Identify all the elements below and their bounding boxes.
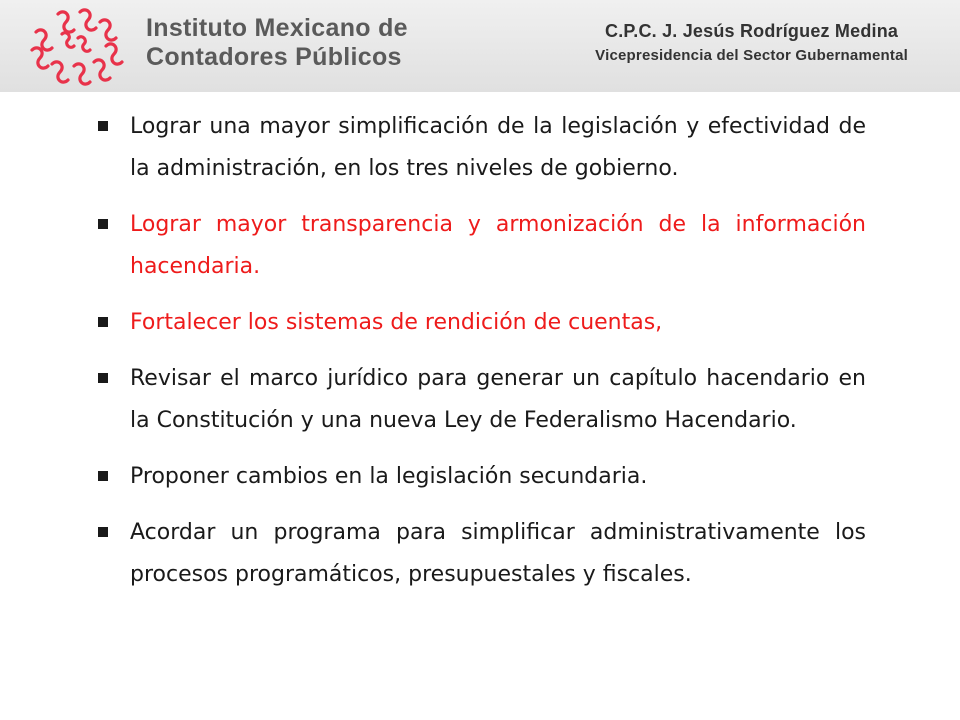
square-bullet-icon [98,121,108,131]
organization-name-line1: Instituto Mexicano de [146,14,408,42]
bullet-item [96,302,866,344]
bullet-item [96,456,866,498]
square-bullet-icon [98,527,108,537]
presenter-block [595,18,908,68]
bullet-list [96,106,866,610]
organization-name-line2: Contadores Públicos [146,42,402,71]
bullet-text: Lograr mayor transparencia y armonización de la información hacendaria. [130,212,866,279]
bullet-text: Lograr una mayor simplificación de la legislación y efectividad de la administración, en los tres niveles de gobierno. [130,114,866,181]
square-bullet-icon [98,373,108,383]
bullet-item [96,358,866,442]
presenter-name: C.P.C. J. Jesús Rodríguez Medina [605,21,899,41]
bullet-text: Proponer cambios en la legislación secundaria. [130,464,648,489]
bullet-text: Revisar el marco jurídico para generar un capítulo hacendario en la Constitución y una nueva Ley de Federalismo Hacendario. [130,366,866,433]
bullet-text: Fortalecer los sistemas de rendición de cuentas, [130,310,663,335]
organization-name [146,14,408,72]
bullet-item [96,512,866,596]
presenter-title: Vicepresidencia del Sector Gubernamental [595,47,908,64]
square-bullet-icon [98,471,108,481]
bullet-item [96,204,866,288]
square-bullet-icon [98,219,108,229]
header-banner [0,0,960,92]
bullet-item [96,106,866,190]
square-bullet-icon [98,317,108,327]
bullet-text: Acordar un programa para simplificar administrativamente los procesos programáticos, presupuestales y fiscales. [130,520,866,587]
imcp-logo-icon [22,6,126,86]
